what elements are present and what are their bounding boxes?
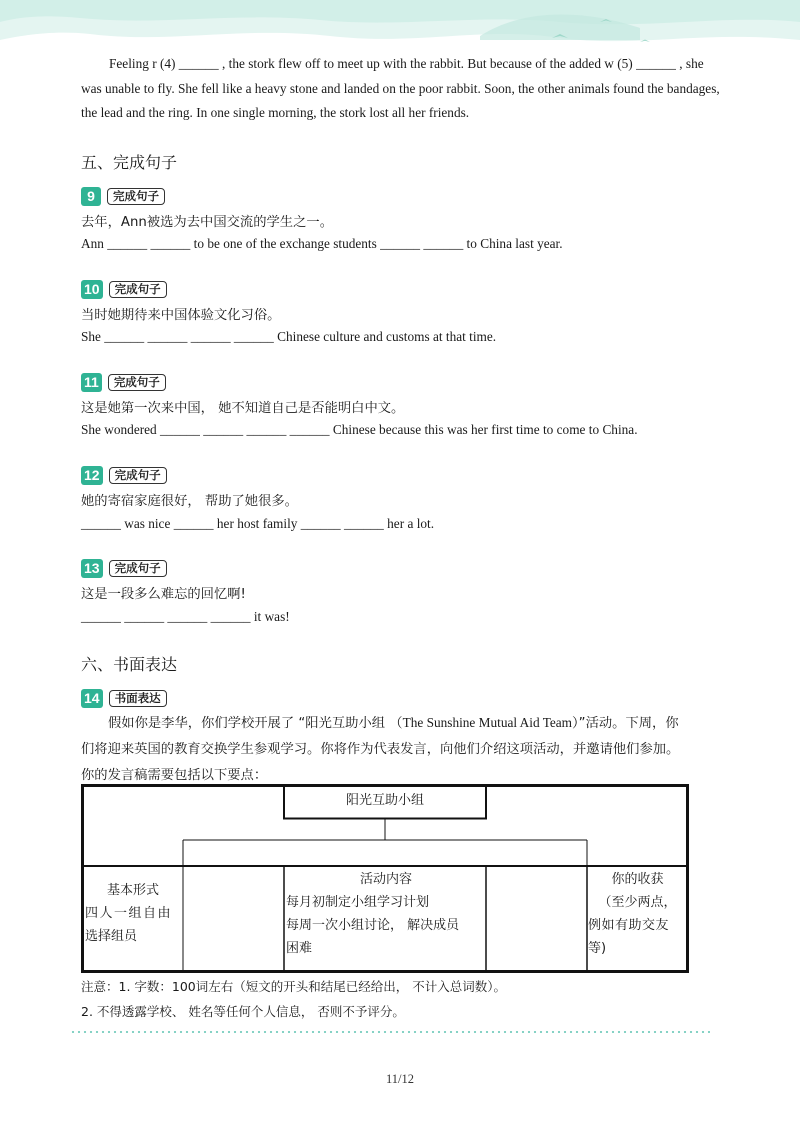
- cell-heading: 活动内容: [359, 872, 412, 887]
- question-type-tag: 完成句子: [109, 467, 167, 484]
- question-13-english: ______ ______ ______ ______ it was!: [81, 609, 290, 624]
- question-10-english: She ______ ______ ______ ______ Chinese culture and customs at that time.: [81, 329, 497, 344]
- question-9-header: [81, 186, 165, 206]
- question-number: 13: [81, 559, 103, 578]
- diagram-your-gains: [588, 868, 687, 960]
- writing-prompt-part-1: 假如你是李华，你们学校开展了 “阳光互助小组 （: [108, 716, 403, 731]
- question-type-tag: 完成句子: [107, 188, 165, 205]
- section-title-6: 六、书面表达: [81, 655, 178, 674]
- question-12-chinese: 她的寄宿家庭很好， 帮助了她很多。: [81, 494, 298, 509]
- question-number: 12: [81, 466, 103, 485]
- question-number: 10: [81, 280, 103, 299]
- cell-line: 四人一组自由: [85, 906, 173, 921]
- cell-heading: 你的收获: [611, 872, 664, 887]
- writing-prompt: [81, 710, 691, 789]
- writing-prompt-part-2: ）”活动。下周，你们将迎来英国的教育交换学生参观学习。你将作为代表发言，向他们介绍这项活动，并邀请他们参加。你的发言稿需要包括以下要点：: [81, 716, 680, 783]
- cell-line: （至少两点，: [598, 895, 677, 910]
- diagram-activity-content: [286, 868, 486, 960]
- question-12-header: [81, 465, 167, 485]
- question-number: 14: [81, 689, 103, 708]
- question-type-tag: 完成句子: [109, 281, 167, 298]
- cell-line: 等): [588, 941, 607, 956]
- question-type-tag: 书面表达: [109, 690, 167, 707]
- question-number: 9: [81, 187, 101, 206]
- cell-line: 选择组员: [85, 929, 138, 944]
- question-14-header: [81, 688, 167, 708]
- note-line-2: 2. 不得透露学校、 姓名等任何个人信息， 否则不予评分。: [81, 1004, 405, 1019]
- cell-line: 例如有助交友: [588, 918, 670, 933]
- question-number: 11: [81, 373, 102, 392]
- question-13-chinese: 这是一段多么难忘的回忆啊!: [81, 587, 246, 602]
- section-title-5: 五、完成句子: [81, 153, 178, 172]
- note-line-1: 注意：1. 字数：100词左右（短文的开头和结尾已经给出， 不计入总词数）。: [81, 979, 506, 994]
- writing-prompt-english: The Sunshine Mutual Aid Team: [402, 715, 573, 730]
- question-11-chinese: 这是她第一次来中国， 她不知道自己是否能明白中文。: [81, 401, 405, 416]
- question-9-chinese: 去年，Ann被选为去中国交流的学生之一。: [81, 215, 333, 230]
- dotted-divider: [70, 1031, 710, 1033]
- question-13-header: [81, 558, 167, 578]
- question-11-header: [81, 372, 166, 392]
- question-12-english: ______ was nice ______ her host family ______ ______ her a lot.: [81, 516, 435, 531]
- page-number: 11/12: [385, 1072, 414, 1086]
- question-11-english: She wondered ______ ______ ______ ______ Chinese because this was her first time to come to China.: [81, 422, 638, 437]
- reading-passage: Feeling r (4) ______ , the stork flew off to meet up with the rabbit. But because of the added w (5) ______ , she was unable to fly. She fell like a heavy stone and landed on the poor rabbit. Soon, the other animals found the bandages, the lead and the ring. In one single morning, the stork lost all her friends.: [81, 56, 720, 120]
- question-type-tag: 完成句子: [108, 374, 166, 391]
- cell-line: 每月初制定小组学习计划: [286, 895, 430, 910]
- cell-line: 困难: [286, 941, 313, 956]
- diagram-basic-form: [85, 879, 181, 948]
- outline-diagram: [81, 784, 689, 974]
- cell-line: 每周一次小组讨论， 解决成员: [286, 918, 460, 933]
- cell-heading: 基本形式: [106, 883, 159, 898]
- diagram-title: 阳光互助小组: [345, 793, 424, 808]
- question-10-header: [81, 279, 167, 299]
- question-9-english: Ann ______ ______ to be one of the exchange students ______ ______ to China last year.: [81, 236, 563, 251]
- question-type-tag: 完成句子: [109, 560, 167, 577]
- question-10-chinese: 当时她期待来中国体验文化习俗。: [81, 308, 281, 323]
